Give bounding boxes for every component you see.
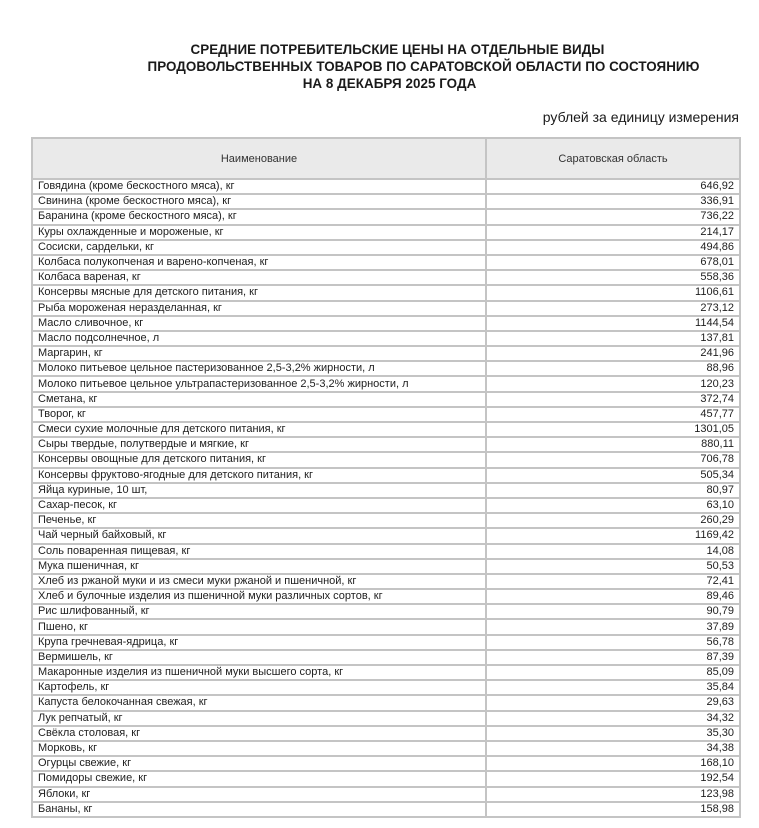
table-row [32,270,740,285]
price-cell: 37,89 [486,619,740,634]
price-cell: 50,53 [486,559,740,574]
product-name-cell: Мука пшеничная, кг [32,559,486,574]
price-cell: 35,84 [486,680,740,695]
price-cell: 120,23 [486,376,740,391]
table-row [32,225,740,240]
price-cell: 214,17 [486,225,740,240]
product-name-cell: Колбаса вареная, кг [32,270,486,285]
table-row [32,604,740,619]
table-row [32,559,740,574]
product-name-cell: Картофель, кг [32,680,486,695]
table-row [32,695,740,710]
price-cell: 88,96 [486,361,740,376]
prices-table [31,137,741,818]
price-cell: 87,39 [486,650,740,665]
price-cell: 736,22 [486,209,740,224]
table-row [32,392,740,407]
table-row [32,452,740,467]
table-row [32,285,740,300]
price-cell: 192,54 [486,771,740,786]
table-header-row [32,138,740,179]
price-cell: 89,46 [486,589,740,604]
table-row [32,407,740,422]
product-name-cell: Сметана, кг [32,392,486,407]
table-row [32,544,740,559]
table-row [32,741,740,756]
table-row [32,711,740,726]
product-name-cell: Макаронные изделия из пшеничной муки высшего сорта, кг [32,665,486,680]
table-row [32,680,740,695]
price-cell: 273,12 [486,301,740,316]
product-name-cell: Хлеб и булочные изделия из пшеничной муки различных сортов, кг [32,589,486,604]
table-row [32,498,740,513]
product-name-cell: Масло сливочное, кг [32,316,486,331]
price-cell: 123,98 [486,787,740,802]
table-row [32,255,740,270]
product-name-cell: Консервы фруктово-ягодные для детского питания, кг [32,468,486,483]
price-cell: 14,08 [486,544,740,559]
product-name-cell: Вермишель, кг [32,650,486,665]
price-cell: 241,96 [486,346,740,361]
product-name-cell: Яблоки, кг [32,787,486,802]
product-name-cell: Творог, кг [32,407,486,422]
table-row [32,376,740,391]
price-cell: 63,10 [486,498,740,513]
table-row [32,589,740,604]
table-body [32,179,740,817]
table-row [32,422,740,437]
column-header-region: Саратовская область [486,138,740,179]
product-name-cell: Бананы, кг [32,802,486,817]
product-name-cell: Пшено, кг [32,619,486,634]
price-cell: 168,10 [486,756,740,771]
table-row [32,437,740,452]
table-row [32,301,740,316]
product-name-cell: Свинина (кроме бескостного мяса), кг [32,194,486,209]
product-name-cell: Сосиски, сардельки, кг [32,240,486,255]
price-cell: 158,98 [486,802,740,817]
product-name-cell: Соль поваренная пищевая, кг [32,544,486,559]
table-row [32,726,740,741]
product-name-cell: Говядина (кроме бескостного мяса), кг [32,179,486,194]
product-name-cell: Маргарин, кг [32,346,486,361]
table-row [32,771,740,786]
table-row [32,756,740,771]
price-cell: 1301,05 [486,422,740,437]
table-row [32,331,740,346]
table-row [32,574,740,589]
product-name-cell: Масло подсолнечное, л [32,331,486,346]
product-name-cell: Хлеб из ржаной муки и из смеси муки ржаной и пшеничной, кг [32,574,486,589]
product-name-cell: Смеси сухие молочные для детского питания, кг [32,422,486,437]
product-name-cell: Рис шлифованный, кг [32,604,486,619]
table-row [32,635,740,650]
product-name-cell: Куры охлажденные и мороженые, кг [32,225,486,240]
table-row [32,194,740,209]
product-name-cell: Рыба мороженая неразделанная, кг [32,301,486,316]
price-cell: 35,30 [486,726,740,741]
product-name-cell: Баранина (кроме бескостного мяса), кг [32,209,486,224]
product-name-cell: Консервы мясные для детского питания, кг [32,285,486,300]
table-row [32,316,740,331]
price-cell: 505,34 [486,468,740,483]
price-cell: 260,29 [486,513,740,528]
product-name-cell: Лук репчатый, кг [32,711,486,726]
price-cell: 56,78 [486,635,740,650]
price-cell: 34,38 [486,741,740,756]
product-name-cell: Консервы овощные для детского питания, кг [32,452,486,467]
price-cell: 29,63 [486,695,740,710]
price-cell: 558,36 [486,270,740,285]
column-header-name: Наименование [32,138,486,179]
price-cell: 336,91 [486,194,740,209]
price-cell: 137,81 [486,331,740,346]
table-row [32,787,740,802]
product-name-cell: Сахар-песок, кг [32,498,486,513]
price-cell: 1106,61 [486,285,740,300]
product-name-cell: Свёкла столовая, кг [32,726,486,741]
price-cell: 678,01 [486,255,740,270]
title-line-3: НА 8 ДЕКАБРЯ 2025 ГОДА [302,76,477,91]
price-cell: 494,86 [486,240,740,255]
product-name-cell: Морковь, кг [32,741,486,756]
price-cell: 72,41 [486,574,740,589]
product-name-cell: Сыры твердые, полутвердые и мягкие, кг [32,437,486,452]
price-cell: 706,78 [486,452,740,467]
product-name-cell: Чай черный байховый, кг [32,528,486,543]
price-cell: 1169,42 [486,528,740,543]
table-row [32,665,740,680]
product-name-cell: Капуста белокочанная свежая, кг [32,695,486,710]
price-cell: 80,97 [486,483,740,498]
product-name-cell: Помидоры свежие, кг [32,771,486,786]
price-cell: 85,09 [486,665,740,680]
table-row [32,179,740,194]
document-title [0,41,759,92]
product-name-cell: Огурцы свежие, кг [32,756,486,771]
title-line-1: СРЕДНИЕ ПОТРЕБИТЕЛЬСКИЕ ЦЕНЫ НА ОТДЕЛЬНЫЕ ВИДЫ [190,42,605,57]
price-cell: 646,92 [486,179,740,194]
table-row [32,802,740,817]
product-name-cell: Яйца куриные, 10 шт, [32,483,486,498]
units-note: рублей за единицу измерения [542,109,739,125]
table-row [32,619,740,634]
price-cell: 1144,54 [486,316,740,331]
product-name-cell: Крупа гречневая-ядрица, кг [32,635,486,650]
price-cell: 457,77 [486,407,740,422]
title-line-2: ПРОДОВОЛЬСТВЕННЫХ ТОВАРОВ ПО САРАТОВСКОЙ ОБЛАСТИ ПО СОСТОЯНИЮ [147,59,700,74]
table-row [32,468,740,483]
table-row [32,528,740,543]
table-row [32,483,740,498]
price-cell: 880,11 [486,437,740,452]
product-name-cell: Молоко питьевое цельное ультрапастеризованное 2,5-3,2% жирности, л [32,376,486,391]
table-row [32,209,740,224]
price-cell: 372,74 [486,392,740,407]
price-cell: 34,32 [486,711,740,726]
product-name-cell: Молоко питьевое цельное пастеризованное 2,5-3,2% жирности, л [32,361,486,376]
table-row [32,346,740,361]
table-row [32,240,740,255]
table-row [32,513,740,528]
price-cell: 90,79 [486,604,740,619]
table-row [32,650,740,665]
product-name-cell: Печенье, кг [32,513,486,528]
table-row [32,361,740,376]
product-name-cell: Колбаса полукопченая и варено-копченая, кг [32,255,486,270]
